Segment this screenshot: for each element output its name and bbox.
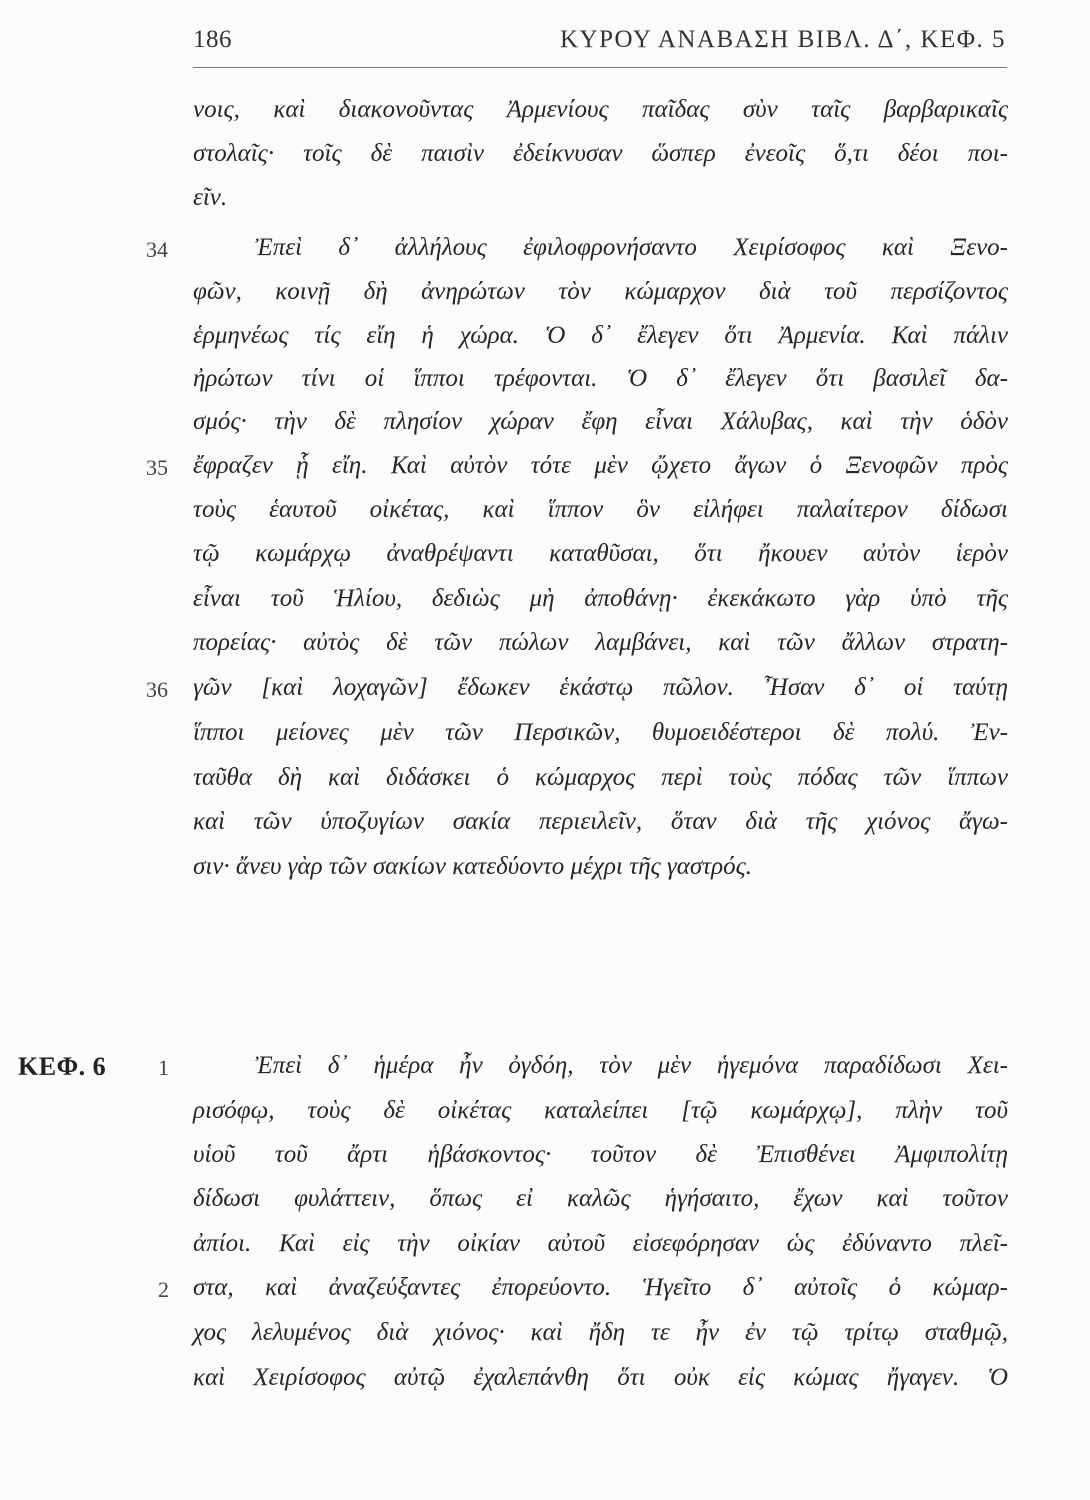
text-line: ἠρώτων τίνι οἱ ἵπποι τρέφονται. Ὁ δ᾽ ἔλεγεν ὅτι βασιλεῖ δα-: [193, 365, 1008, 392]
text-line: τοὺς ἑαυτοῦ οἰκέτας, καὶ ἵππον ὃν εἰλήφει παλαίτερον δίδωσι: [193, 496, 1008, 523]
text-line: ἵπποι μείονες μὲν τῶν Περσικῶν, θυμοειδέστεροι δὲ πολύ. Ἐν-: [193, 719, 1008, 746]
text-line: πορείας· αὐτὸς δὲ τῶν πώλων λαμβάνει, καὶ τῶν ἄλλων στρατη-: [193, 629, 1008, 656]
text-line: σιν· ἄνευ γὰρ τῶν σακίων κατεδύοντο μέχρι τῆς γαστρός.: [193, 853, 753, 880]
text-line: σμός· τὴν δὲ πλησίον χώραν ἔφη εἶναι Χάλυβας, καὶ τὴν ὁδὸν: [193, 408, 1008, 435]
text-line: τῷ κωμάρχῳ ἀναθρέψαντι καταθῦσαι, ὅτι ἤκουεν αὐτὸν ἱερὸν: [193, 540, 1008, 567]
text-line: νοις, καὶ διακονοῦντας Ἀρμενίους παῖδας σὺν ταῖς βαρβαρικαῖς: [193, 96, 1008, 123]
header-rule: [193, 67, 1007, 68]
text-line: ἑρμηνέως τίς εἴη ἡ χώρα. Ὁ δ᾽ ἔλεγεν ὅτι Ἀρμενία. Καὶ πάλιν: [193, 322, 1008, 349]
section-number: 35: [146, 455, 168, 480]
text-line: ταῦθα δὴ καὶ διδάσκει ὁ κώμαρχος περὶ τοὺς πόδας τῶν ἵππων: [193, 764, 1008, 791]
chapter-label: ΚΕΦ. 6: [18, 1052, 107, 1081]
section-number: 36: [146, 677, 168, 702]
page-number: 186: [193, 26, 232, 53]
text-line: στολαῖς· τοῖς δὲ παισὶν ἐδείκνυσαν ὥσπερ ἐνεοῖς ὅ,τι δέοι ποι-: [193, 140, 1008, 167]
running-title: ΚΥΡΟΥ ΑΝΑΒΑΣΗ ΒΙΒΛ. Δ΄, ΚΕΦ. 5: [560, 26, 1006, 53]
text-line: καὶ τῶν ὑποζυγίων σακία περιειλεῖν, ὅταν διὰ τῆς χιόνος ἄγω-: [193, 808, 1008, 835]
text-line: καὶ Χειρίσοφος αὐτῷ ἐχαλεπάνθη ὅτι οὐκ εἰς κώμας ἤγαγεν. Ὁ: [193, 1364, 1008, 1391]
text-line: ἔφραζεν ᾗ εἴη. Καὶ αὐτὸν τότε μὲν ᾤχετο ἄγων ὁ Ξενοφῶν πρὸς: [193, 452, 1008, 479]
section-number: 2: [158, 1277, 169, 1302]
section-number: 34: [146, 237, 168, 262]
section-number: 1: [158, 1055, 169, 1080]
text-line: στα, καὶ ἀναζεύξαντες ἐπορεύοντο. Ἡγεῖτο δ᾽ αὐτοῖς ὁ κώμαρ-: [193, 1274, 1008, 1301]
text-line: Ἐπεὶ δ᾽ ἡμέρα ἦν ὀγδόη, τὸν μὲν ἡγεμόνα παραδίδωσι Χει-: [255, 1052, 1008, 1079]
text-line: ἀπίοι. Καὶ εἰς τὴν οἰκίαν αὐτοῦ εἰσεφόρησαν ὡς ἐδύναντο πλεῖ-: [193, 1230, 1008, 1257]
text-line: ρισόφῳ, τοὺς δὲ οἰκέτας καταλείπει [τῷ κωμάρχῳ], πλὴν τοῦ: [193, 1097, 1008, 1124]
text-line: δίδωσι φυλάττειν, ὅπως εἰ καλῶς ἡγήσαιτο, ἔχων καὶ τοῦτον: [193, 1185, 1008, 1212]
text-line: εῖν.: [193, 184, 228, 211]
text-line: Ἐπεὶ δ᾽ ἀλλήλους ἐφιλοφρονήσαντο Χειρίσοφος καὶ Ξενο-: [255, 234, 1008, 261]
text-line: φῶν, κοινῇ δὴ ἀνηρώτων τὸν κώμαρχον διὰ τοῦ περσίζοντος: [193, 278, 1008, 305]
text-line: υἱοῦ τοῦ ἄρτι ἡβάσκοντος· τοῦτον δὲ Ἐπισθένει Ἀμφιπολίτῃ: [193, 1141, 1008, 1168]
text-line: γῶν [καὶ λοχαγῶν] ἔδωκεν ἑκάστῳ πῶλον. Ἦσαν δ᾽ οἱ ταύτῃ: [193, 674, 1008, 701]
text-line: εἶναι τοῦ Ἡλίου, δεδιὼς μὴ ἀποθάνῃ· ἐκεκάκωτο γὰρ ὑπὸ τῆς: [193, 585, 1008, 612]
text-line: χος λελυμένος διὰ χιόνος· καὶ ἤδη τε ἦν ἐν τῷ τρίτῳ σταθμῷ,: [193, 1319, 1008, 1346]
